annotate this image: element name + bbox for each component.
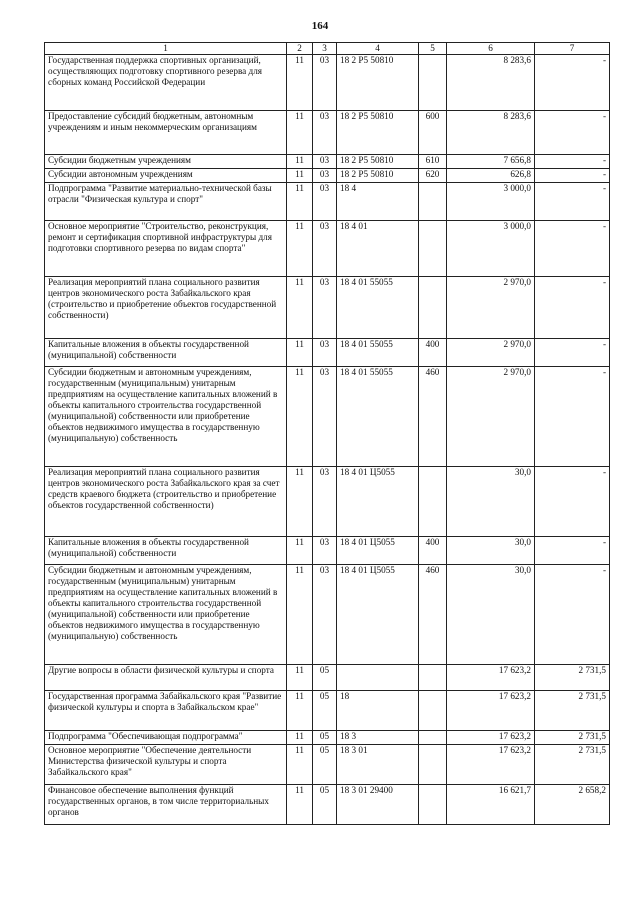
header-cell: 3 <box>313 43 337 55</box>
row-amount-6: 16 621,7 <box>447 785 535 825</box>
row-expense-type: 400 <box>419 537 447 565</box>
row-target-code: 18 2 P5 50810 <box>337 111 419 155</box>
table-row <box>45 155 610 169</box>
row-target-code: 18 4 01 Ц5055 <box>337 565 419 665</box>
table-row <box>45 467 610 537</box>
row-subsection: 03 <box>313 565 337 665</box>
row-section: 11 <box>287 785 313 825</box>
header-cell: 5 <box>419 43 447 55</box>
page-number: 164 <box>311 20 329 32</box>
row-expense-type: 600 <box>419 111 447 155</box>
row-amount-7: - <box>535 467 610 537</box>
row-subsection: 05 <box>313 731 337 745</box>
row-expense-type <box>419 785 447 825</box>
row-amount-7: 2 731,5 <box>535 745 610 785</box>
row-description: Государственная поддержка спортивных организаций, осуществляющих подготовку спортивного резерва для сборных команд Российской Федерации <box>45 55 287 111</box>
row-target-code: 18 4 01 55055 <box>337 339 419 367</box>
table-row <box>45 537 610 565</box>
row-amount-7: - <box>535 183 610 221</box>
row-amount-7: - <box>535 111 610 155</box>
row-subsection: 03 <box>313 155 337 169</box>
row-description: Субсидии автономным учреждениям <box>45 169 287 183</box>
row-section: 11 <box>287 155 313 169</box>
row-amount-6: 30,0 <box>447 537 535 565</box>
row-amount-6: 2 970,0 <box>447 339 535 367</box>
row-description: Капитальные вложения в объекты государственной (муниципальной) собственности <box>45 537 287 565</box>
row-subsection: 03 <box>313 169 337 183</box>
row-description: Другие вопросы в области физической культуры и спорта <box>45 665 287 691</box>
header-cell: 4 <box>337 43 419 55</box>
row-expense-type <box>419 745 447 785</box>
row-amount-6: 30,0 <box>447 565 535 665</box>
row-section: 11 <box>287 467 313 537</box>
table-row <box>45 221 610 277</box>
header-cell: 2 <box>287 43 313 55</box>
row-amount-7: 2 731,5 <box>535 665 610 691</box>
row-description: Субсидии бюджетным учреждениям <box>45 155 287 169</box>
row-target-code: 18 2 P5 50810 <box>337 169 419 183</box>
row-section: 11 <box>287 367 313 467</box>
row-target-code: 18 <box>337 691 419 731</box>
table-row <box>45 665 610 691</box>
table-row <box>45 731 610 745</box>
row-amount-6: 8 283,6 <box>447 55 535 111</box>
row-target-code: 18 4 01 Ц5055 <box>337 467 419 537</box>
row-description: Финансовое обеспечение выполнения функций государственных органов, в том числе территориальных органов <box>45 785 287 825</box>
row-description: Основное мероприятие "Обеспечение деятельности Министерства физической культуры и спорта Забайкальского края" <box>45 745 287 785</box>
row-expense-type <box>419 183 447 221</box>
table-row <box>45 55 610 111</box>
row-target-code: 18 4 01 55055 <box>337 367 419 467</box>
row-amount-6: 17 623,2 <box>447 745 535 785</box>
budget-table <box>44 42 610 825</box>
row-section: 11 <box>287 277 313 339</box>
row-amount-6: 8 283,6 <box>447 111 535 155</box>
row-amount-6: 17 623,2 <box>447 691 535 731</box>
row-target-code <box>337 665 419 691</box>
row-amount-7: - <box>535 537 610 565</box>
header-cell: 6 <box>447 43 535 55</box>
row-subsection: 03 <box>313 339 337 367</box>
row-target-code: 18 2 P5 50810 <box>337 155 419 169</box>
row-description: Реализация мероприятий плана социального развития центров экономического роста Забайкальского края за счет средств краевого бюджета (строительство и приобретение объектов государственной собственности) <box>45 467 287 537</box>
row-description: Субсидии бюджетным и автономным учреждениям, государственным (муниципальным) унитарным предприятиям на осуществление капитальных вложений в объекты капитального строительства государственной (муниципальной) собственности или приобретение объектов недвижимого имущества в государственную (муниципальную) собственность <box>45 367 287 467</box>
row-amount-6: 17 623,2 <box>447 665 535 691</box>
row-amount-7: - <box>535 367 610 467</box>
row-section: 11 <box>287 537 313 565</box>
row-subsection: 05 <box>313 691 337 731</box>
row-amount-7: - <box>535 565 610 665</box>
row-section: 11 <box>287 745 313 785</box>
row-expense-type: 400 <box>419 339 447 367</box>
row-expense-type: 460 <box>419 565 447 665</box>
table-row <box>45 339 610 367</box>
row-subsection: 03 <box>313 183 337 221</box>
table-row <box>45 565 610 665</box>
header-cell: 1 <box>45 43 287 55</box>
row-expense-type <box>419 277 447 339</box>
row-subsection: 05 <box>313 665 337 691</box>
row-section: 11 <box>287 691 313 731</box>
row-description: Реализация мероприятий плана социального развития центров экономического роста Забайкальского края (строительство и приобретение объектов государственной собственности) <box>45 277 287 339</box>
row-description: Капитальные вложения в объекты государственной (муниципальной) собственности <box>45 339 287 367</box>
row-description: Основное мероприятие "Строительство, реконструкция, ремонт и сертификация спортивной инфраструктуры для подготовки спортивного резерва по видам спорта" <box>45 221 287 277</box>
row-amount-6: 30,0 <box>447 467 535 537</box>
row-amount-6: 3 000,0 <box>447 221 535 277</box>
row-description: Субсидии бюджетным и автономным учреждениям, государственным (муниципальным) унитарным предприятиям на осуществление капитальных вложений в объекты капитального строительства государственной (муниципальной) собственности или приобретение объектов недвижимого имущества в государственную (муниципальную) собственность <box>45 565 287 665</box>
row-expense-type <box>419 691 447 731</box>
row-amount-7: - <box>535 221 610 277</box>
row-target-code: 18 3 <box>337 731 419 745</box>
table-row <box>45 277 610 339</box>
row-target-code: 18 4 01 <box>337 221 419 277</box>
row-amount-7: - <box>535 55 610 111</box>
row-description: Подпрограмма "Обеспечивающая подпрограмма" <box>45 731 287 745</box>
table-row <box>45 183 610 221</box>
row-section: 11 <box>287 731 313 745</box>
row-target-code: 18 4 01 Ц5055 <box>337 537 419 565</box>
table-row <box>45 169 610 183</box>
row-target-code: 18 4 <box>337 183 419 221</box>
row-amount-7: - <box>535 155 610 169</box>
row-description: Подпрограмма "Развитие материально-технической базы отрасли "Физическая культура и спорт" <box>45 183 287 221</box>
row-expense-type: 460 <box>419 367 447 467</box>
row-subsection: 05 <box>313 785 337 825</box>
row-amount-7: - <box>535 277 610 339</box>
row-expense-type <box>419 467 447 537</box>
row-section: 11 <box>287 169 313 183</box>
row-amount-6: 17 623,2 <box>447 731 535 745</box>
row-expense-type <box>419 55 447 111</box>
row-section: 11 <box>287 55 313 111</box>
header-cell: 7 <box>535 43 610 55</box>
row-amount-7: - <box>535 169 610 183</box>
row-section: 11 <box>287 183 313 221</box>
row-target-code: 18 3 01 29400 <box>337 785 419 825</box>
row-amount-6: 2 970,0 <box>447 277 535 339</box>
row-subsection: 03 <box>313 221 337 277</box>
row-expense-type: 620 <box>419 169 447 183</box>
row-subsection: 03 <box>313 277 337 339</box>
row-amount-7: 2 658,2 <box>535 785 610 825</box>
row-amount-7: - <box>535 339 610 367</box>
table-row <box>45 785 610 825</box>
row-section: 11 <box>287 565 313 665</box>
table-row <box>45 745 610 785</box>
row-section: 11 <box>287 221 313 277</box>
row-section: 11 <box>287 111 313 155</box>
row-amount-6: 2 970,0 <box>447 367 535 467</box>
row-expense-type <box>419 665 447 691</box>
row-amount-6: 626,8 <box>447 169 535 183</box>
row-amount-6: 3 000,0 <box>447 183 535 221</box>
row-amount-7: 2 731,5 <box>535 691 610 731</box>
row-description: Предоставление субсидий бюджетным, автономным учреждениям и иным некоммерческим организациям <box>45 111 287 155</box>
row-section: 11 <box>287 339 313 367</box>
row-section: 11 <box>287 665 313 691</box>
row-target-code: 18 4 01 55055 <box>337 277 419 339</box>
row-subsection: 03 <box>313 367 337 467</box>
table-row <box>45 111 610 155</box>
row-subsection: 03 <box>313 467 337 537</box>
row-subsection: 03 <box>313 55 337 111</box>
row-expense-type <box>419 731 447 745</box>
row-target-code: 18 3 01 <box>337 745 419 785</box>
row-description: Государственная программа Забайкальского края "Развитие физической культуры и спорта в Забайкальском крае" <box>45 691 287 731</box>
row-subsection: 05 <box>313 745 337 785</box>
row-expense-type: 610 <box>419 155 447 169</box>
row-target-code: 18 2 P5 50810 <box>337 55 419 111</box>
row-expense-type <box>419 221 447 277</box>
row-amount-6: 7 656,8 <box>447 155 535 169</box>
table-row <box>45 691 610 731</box>
row-subsection: 03 <box>313 537 337 565</box>
table-row <box>45 367 610 467</box>
row-amount-7: 2 731,5 <box>535 731 610 745</box>
header-row <box>45 43 610 55</box>
row-subsection: 03 <box>313 111 337 155</box>
